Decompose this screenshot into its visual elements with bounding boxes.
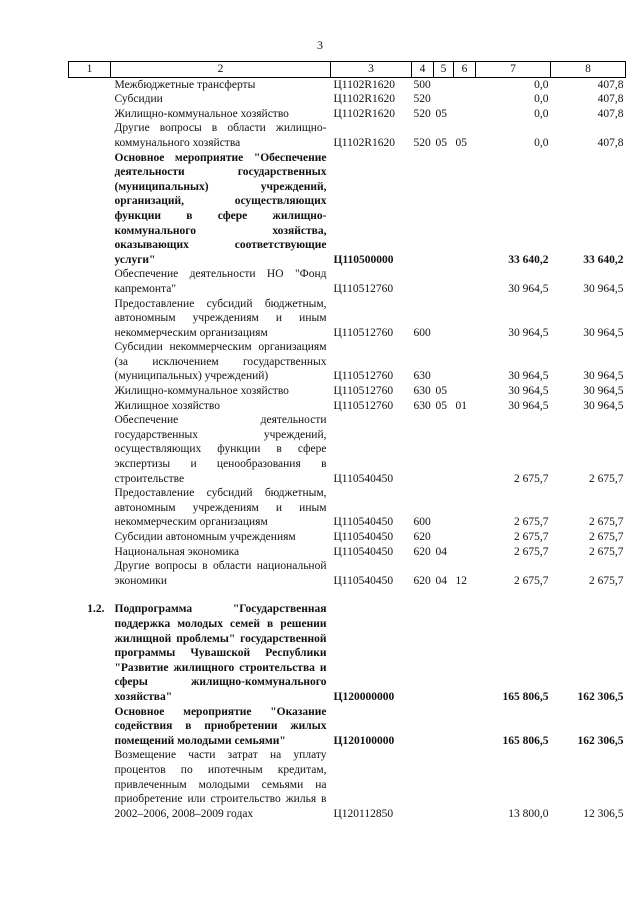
section-code bbox=[434, 413, 454, 486]
budget-table bbox=[68, 61, 626, 821]
column-header: 2 bbox=[111, 62, 331, 78]
section-code bbox=[434, 602, 454, 704]
amount-year-2: 30 964,5 bbox=[583, 282, 624, 295]
column-header: 5 bbox=[434, 62, 454, 78]
table-row bbox=[69, 530, 626, 545]
amount-year-1: 30 964,5 bbox=[508, 370, 549, 383]
target-article-code: Ц110500000 bbox=[333, 253, 394, 266]
section-code bbox=[434, 486, 454, 530]
amount-year-2: 2 675,7 bbox=[589, 472, 624, 485]
amount-year-1: 2 675,7 bbox=[514, 574, 549, 587]
column-header: 1 bbox=[69, 62, 111, 78]
target-article-code: Ц1102R1620 bbox=[333, 93, 396, 106]
expense-type-code bbox=[412, 748, 434, 821]
table-row bbox=[69, 267, 626, 296]
row-index bbox=[69, 297, 111, 341]
target-article-code: Ц110512760 bbox=[333, 385, 394, 398]
target-article-code: Ц1102R1620 bbox=[333, 107, 396, 120]
row-index bbox=[69, 486, 111, 530]
row-name: Другие вопросы в области национальной экономики bbox=[114, 560, 327, 587]
subsection-code bbox=[454, 297, 476, 341]
amount-year-1: 30 964,5 bbox=[508, 385, 549, 398]
subsection-code bbox=[454, 77, 476, 92]
table-header-row bbox=[69, 62, 626, 78]
section-code: 05 bbox=[435, 385, 447, 398]
section-code bbox=[434, 530, 454, 545]
amount-year-1: 30 964,5 bbox=[508, 399, 549, 412]
amount-year-1: 165 806,5 bbox=[502, 690, 549, 703]
table-row bbox=[69, 486, 626, 530]
expense-type-code: 520 bbox=[413, 136, 431, 149]
row-name: Предоставление субсидий бюджетным, автономным учреждениям и иным некоммерческим организациям bbox=[114, 297, 327, 339]
section-code bbox=[434, 340, 454, 384]
target-article-code: Ц120000000 bbox=[333, 690, 395, 703]
amount-year-2: 12 306,5 bbox=[583, 807, 624, 820]
amount-year-1: 2 675,7 bbox=[514, 516, 549, 529]
amount-year-2: 2 675,7 bbox=[589, 574, 624, 587]
table-row bbox=[69, 77, 626, 92]
expense-type-code: 520 bbox=[413, 107, 431, 120]
expense-type-code: 500 bbox=[413, 78, 431, 91]
section-code: 05 bbox=[435, 399, 447, 412]
subsection-code bbox=[454, 384, 476, 399]
row-index bbox=[69, 107, 111, 122]
amount-year-2: 2 675,7 bbox=[589, 545, 624, 558]
expense-type-code: 520 bbox=[413, 93, 431, 106]
amount-year-2: 407,8 bbox=[597, 136, 624, 149]
target-article-code: Ц110512760 bbox=[333, 282, 394, 295]
row-name: Жилищно-коммунальное хозяйство bbox=[114, 385, 289, 398]
row-index bbox=[69, 267, 111, 296]
row-index bbox=[69, 413, 111, 486]
subsection-code: 12 bbox=[455, 574, 467, 587]
row-index: 1.2. bbox=[87, 603, 105, 616]
subsection-code bbox=[454, 340, 476, 384]
amount-year-1: 2 675,7 bbox=[514, 531, 549, 543]
table-body bbox=[69, 77, 626, 821]
target-article-code: Ц110540450 bbox=[333, 531, 394, 543]
subsection-code bbox=[454, 267, 476, 296]
row-index bbox=[69, 151, 111, 268]
column-header: 3 bbox=[331, 62, 412, 78]
table-row bbox=[69, 121, 626, 150]
row-index bbox=[69, 340, 111, 384]
target-article-code: Ц110512760 bbox=[333, 370, 394, 383]
section-code: 04 bbox=[435, 545, 447, 558]
column-header: 8 bbox=[551, 62, 626, 78]
row-name: Возмещение части затрат на уплату процентов по ипотечным кредитам, привлеченным молодыми семьями на приобретение или строительство жилья в 2002–2006, 2008–2009 годах bbox=[114, 749, 327, 820]
row-index bbox=[69, 705, 111, 749]
expense-type-code: 630 bbox=[413, 370, 431, 383]
amount-year-2: 162 306,5 bbox=[577, 734, 624, 747]
table-row bbox=[69, 151, 626, 268]
row-name: Национальная экономика bbox=[114, 545, 240, 558]
section-code bbox=[434, 297, 454, 341]
table-row bbox=[69, 413, 626, 486]
subsection-code bbox=[454, 151, 476, 268]
table-row bbox=[69, 92, 626, 107]
expense-type-code: 620 bbox=[413, 531, 431, 543]
target-article-code: Ц110512760 bbox=[333, 326, 394, 339]
amount-year-1: 33 640,2 bbox=[508, 253, 549, 266]
amount-year-2: 2 675,7 bbox=[589, 516, 624, 529]
subsection-code bbox=[454, 602, 476, 704]
target-article-code: Ц1102R1620 bbox=[333, 78, 396, 91]
expense-type-code: 600 bbox=[413, 326, 431, 339]
row-index bbox=[69, 92, 111, 107]
column-header: 6 bbox=[454, 62, 476, 78]
row-name: Предоставление субсидий бюджетным, автономным учреждениям и иным некоммерческим организациям bbox=[114, 487, 327, 529]
target-article-code: Ц1102R1620 bbox=[333, 136, 396, 149]
expense-type-code bbox=[412, 705, 434, 749]
table-row bbox=[69, 297, 626, 341]
subsection-code: 01 bbox=[455, 399, 467, 412]
subsection-code bbox=[454, 413, 476, 486]
amount-year-2: 407,8 bbox=[597, 78, 624, 91]
section-code bbox=[434, 77, 454, 92]
table-row bbox=[69, 545, 626, 560]
spacer-cell bbox=[69, 588, 626, 602]
expense-type-code: 600 bbox=[413, 516, 431, 529]
amount-year-2: 30 964,5 bbox=[583, 399, 624, 412]
row-index bbox=[69, 121, 111, 150]
row-name: Основное мероприятие "Обеспечение деятельности государственных (муниципальных) учреждений, организаций, осуществляющих функции в сфере жилищно-коммунального хозяйства, оказывающих соответствующие услуги" bbox=[114, 151, 327, 266]
row-name: Подпрограмма "Государственная поддержка молодых семей в решении жилищной проблемы" государственной программы Чувашской Республики "Развитие жилищного строительства и сферы жилищно-коммунального хозяйства" bbox=[114, 603, 327, 703]
amount-year-1: 13 800,0 bbox=[508, 807, 549, 820]
amount-year-2: 30 964,5 bbox=[583, 326, 624, 339]
row-index bbox=[69, 748, 111, 821]
table-row bbox=[69, 399, 626, 414]
amount-year-2: 33 640,2 bbox=[583, 253, 624, 266]
amount-year-1: 30 964,5 bbox=[508, 282, 549, 295]
row-index bbox=[69, 545, 111, 560]
row-index bbox=[69, 77, 111, 92]
subsection-code bbox=[454, 486, 476, 530]
table-row bbox=[69, 559, 626, 588]
table-row bbox=[69, 107, 626, 122]
column-header: 4 bbox=[412, 62, 434, 78]
section-code bbox=[434, 92, 454, 107]
target-article-code: Ц110540450 bbox=[333, 516, 394, 529]
amount-year-1: 0,0 bbox=[534, 136, 549, 149]
section-code bbox=[434, 151, 454, 268]
amount-year-2: 162 306,5 bbox=[577, 690, 624, 703]
subsection-code bbox=[454, 107, 476, 122]
target-article-code: Ц110540450 bbox=[333, 472, 394, 485]
amount-year-1: 2 675,7 bbox=[514, 472, 549, 485]
amount-year-1: 0,0 bbox=[534, 78, 549, 91]
subsection-code bbox=[454, 530, 476, 545]
row-name: Межбюджетные трансферты bbox=[114, 78, 256, 91]
subsection-code bbox=[454, 705, 476, 749]
target-article-code: Ц110540450 bbox=[333, 545, 394, 558]
amount-year-2: 407,8 bbox=[597, 107, 624, 120]
table-row bbox=[69, 340, 626, 384]
row-name: Обеспечение деятельности государственных учреждений, осуществляющих функции в сфере экспертизы и ценообразования в строительстве bbox=[114, 414, 327, 485]
subsection-code bbox=[454, 92, 476, 107]
section-code bbox=[434, 267, 454, 296]
amount-year-2: 30 964,5 bbox=[583, 385, 624, 398]
amount-year-1: 2 675,7 bbox=[514, 545, 549, 558]
section-code: 05 bbox=[435, 136, 447, 149]
row-index bbox=[69, 530, 111, 545]
amount-year-1: 30 964,5 bbox=[508, 326, 549, 339]
table-row bbox=[69, 748, 626, 821]
row-name: Другие вопросы в области жилищно-коммунального хозяйства bbox=[114, 122, 327, 149]
row-name: Субсидии bbox=[114, 93, 163, 106]
table-row bbox=[69, 705, 626, 749]
expense-type-code bbox=[412, 151, 434, 268]
target-article-code: Ц110512760 bbox=[333, 399, 394, 412]
subsection-code bbox=[454, 748, 476, 821]
column-header: 7 bbox=[476, 62, 551, 78]
row-name: Жилищное хозяйство bbox=[114, 399, 221, 412]
amount-year-2: 407,8 bbox=[597, 93, 624, 106]
target-article-code: Ц110540450 bbox=[333, 574, 394, 587]
row-name: Субсидии автономным учреждениям bbox=[114, 531, 296, 543]
expense-type-code bbox=[412, 267, 434, 296]
subsection-code: 05 bbox=[455, 136, 467, 149]
section-code bbox=[434, 705, 454, 749]
expense-type-code: 630 bbox=[413, 399, 431, 412]
spacer-row bbox=[69, 588, 626, 602]
row-index bbox=[69, 384, 111, 399]
page-number: 3 bbox=[317, 38, 323, 52]
amount-year-1: 165 806,5 bbox=[502, 734, 549, 747]
target-article-code: Ц120100000 bbox=[333, 734, 395, 747]
row-name: Субсидии некоммерческим организациям (за исключением государственных (муниципальных) учреждений) bbox=[114, 341, 327, 383]
amount-year-2: 2 675,7 bbox=[589, 531, 624, 543]
row-name: Жилищно-коммунальное хозяйство bbox=[114, 107, 289, 120]
amount-year-1: 0,0 bbox=[534, 93, 549, 106]
row-index bbox=[69, 399, 111, 414]
amount-year-2: 30 964,5 bbox=[583, 370, 624, 383]
subsection-code bbox=[454, 545, 476, 560]
expense-type-code: 620 bbox=[413, 545, 431, 558]
expense-type-code: 620 bbox=[413, 574, 431, 587]
table-row bbox=[69, 602, 626, 704]
target-article-code: Ц120112850 bbox=[333, 807, 394, 820]
amount-year-1: 0,0 bbox=[534, 107, 549, 120]
row-index bbox=[69, 559, 111, 588]
expense-type-code bbox=[412, 413, 434, 486]
section-code: 04 bbox=[435, 574, 447, 587]
section-code bbox=[434, 748, 454, 821]
section-code: 05 bbox=[435, 107, 447, 120]
table-row bbox=[69, 384, 626, 399]
row-name: Основное мероприятие "Оказание содействия в приобретении жилых помещений молодыми семьями" bbox=[114, 705, 327, 747]
expense-type-code bbox=[412, 602, 434, 704]
row-name: Обеспечение деятельности НО "Фонд капремонта" bbox=[114, 268, 327, 295]
expense-type-code: 630 bbox=[413, 385, 431, 398]
